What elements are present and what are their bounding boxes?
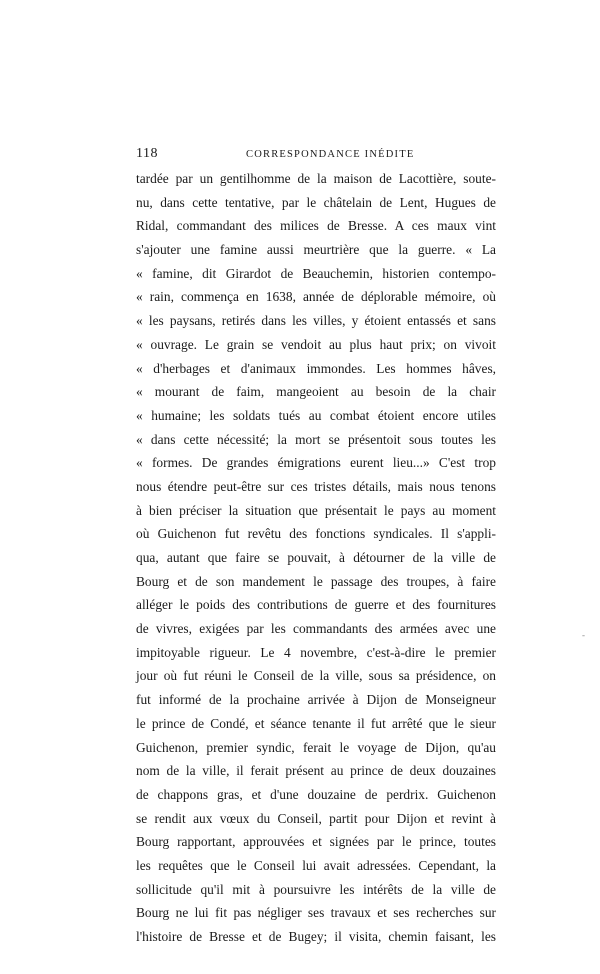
- text-line: Bourg rapportant, approuvées et signées par le prince, toutes: [136, 834, 496, 850]
- text-line: à bien préciser la situation que présentait le pays au moment: [136, 502, 496, 518]
- text-line: Guichenon, premier syndic, ferait le voyage de Dijon, qu'au: [136, 739, 496, 755]
- text-line: nous étendre peut-être sur ces tristes détails, mais nous tenons: [136, 478, 496, 494]
- margin-mark: -: [582, 630, 585, 640]
- page-number: 118: [136, 146, 158, 161]
- text-line: impitoyable rigueur. Le 4 novembre, c'est-à-dire le premier: [136, 644, 496, 660]
- text-line: « famine, dit Girardot de Beauchemin, historien contempo-: [136, 265, 496, 281]
- text-line: « formes. De grandes émigrations eurent lieu...» C'est trop: [136, 455, 496, 471]
- text-line: « ouvrage. Le grain se vendoit au plus haut prix; on vivoit: [136, 336, 496, 352]
- text-line: « rain, commença en 1638, année de déplorable mémoire, où: [136, 289, 496, 305]
- running-title: CORRESPONDANCE INÉDITE: [246, 149, 415, 160]
- text-line: l'histoire de Bresse et de Bugey; il visita, chemin faisant, les: [136, 929, 496, 944]
- text-line: de chappons gras, et d'une douzaine de perdrix. Guichenon: [136, 786, 496, 802]
- text-line: sollicitude qu'il mit à poursuivre les intérêts de la ville de: [136, 881, 496, 897]
- text-line: se rendit aux vœux du Conseil, partit pour Dijon et revint à: [136, 810, 496, 826]
- text-line: fut informé de la prochaine arrivée à Dijon de Monseigneur: [136, 692, 496, 708]
- text-line: qua, autant que faire se pouvait, à détourner de la ville de: [136, 550, 496, 565]
- text-line: nom de la ville, il ferait présent au prince de deux douzaines: [136, 763, 496, 779]
- text-line: « les paysans, retirés dans les villes, y étoient entassés et sans: [136, 313, 496, 329]
- text-line: Bourg ne lui fit pas négliger ses travaux et ses recherches sur: [136, 905, 496, 921]
- text-line: où Guichenon fut revêtu des fonctions syndicales. Il s'appli-: [136, 526, 496, 542]
- body-text: [136, 167, 496, 949]
- text-line: « mourant de faim, mangeoient au besoin de la chair: [136, 384, 496, 400]
- text-line: jour où fut réuni le Conseil de la ville, sous sa présidence, on: [136, 668, 496, 684]
- text-line: Bourg et de son mandement le passage des troupes, à faire: [136, 573, 496, 589]
- text-line: tardée par un gentilhomme de la maison de Lacottière, soute-: [136, 171, 496, 186]
- text-line: « humaine; les soldats tués au combat étoient encore utiles: [136, 407, 496, 423]
- running-head: [136, 146, 496, 166]
- text-line: nu, dans cette tentative, par le châtelain de Lent, Hugues de: [136, 194, 496, 210]
- text-line: de vivres, exigées par les commandants des armées avec une: [136, 621, 496, 637]
- text-line: s'ajouter une famine aussi meurtrière que la guerre. « La: [136, 242, 496, 258]
- text-line: « dans cette nécessité; la mort se présentoit sous toutes les: [136, 431, 496, 447]
- text-line: les requêtes que le Conseil lui avait adressées. Cependant, la: [136, 857, 496, 873]
- text-line: « d'herbages et d'animaux immondes. Les hommes hâves,: [136, 360, 496, 376]
- text-line: Ridal, commandant des milices de Bresse. A ces maux vint: [136, 218, 496, 234]
- text-line: le prince de Condé, et séance tenante il fut arrêté que le sieur: [136, 715, 496, 731]
- text-line: alléger le poids des contributions de guerre et des fournitures: [136, 597, 496, 613]
